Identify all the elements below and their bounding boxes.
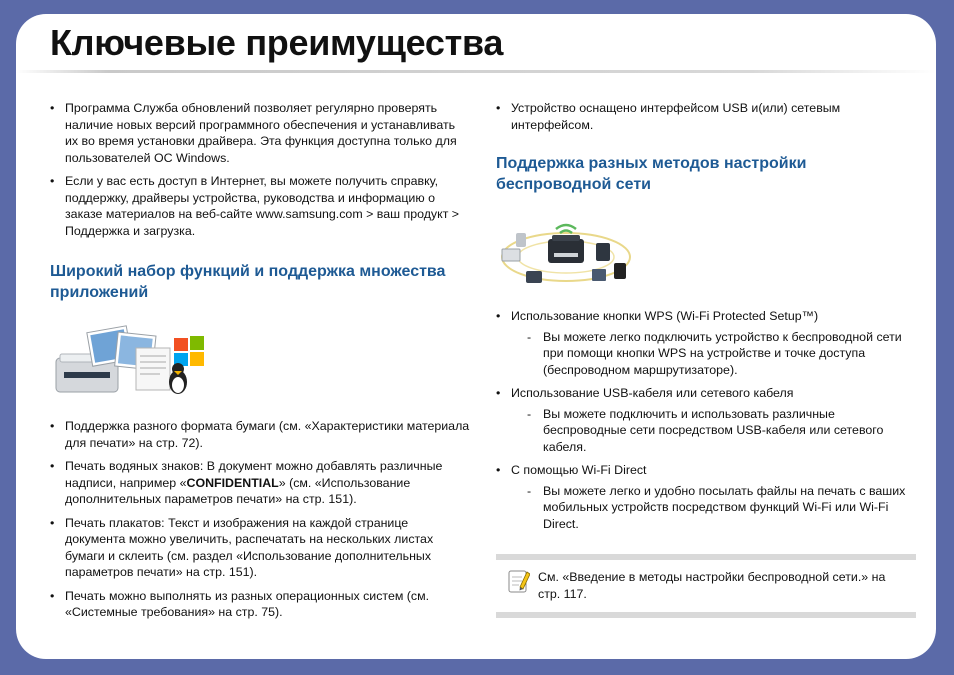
pencil-note-icon [508, 568, 530, 599]
wireless-image [496, 219, 636, 289]
list-item: • Печать плакатов: Текст и изображения на каждой странице документа можно увеличить, распечатать на нескольких листах бумаги и склеить (см. раздел «Использование дополнительных параметров печати» на стр. 151). [50, 515, 470, 581]
list-item: • Если у вас есть доступ в Интернет, вы можете получить справку, поддержку, драйверы устройства, руководства и информацию о заказе материалов на веб-сайте www.samsung.com > ваш продукт > Поддержка и загрузка. [50, 173, 470, 239]
page [16, 14, 936, 659]
note-text: См. «Введение в методы настройки беспроводной сети.» на стр. 117. [538, 570, 886, 601]
note-box [496, 554, 916, 618]
page-title: Ключевые преимущества [50, 22, 504, 63]
list-item: - Вы можете подключить и использовать различные беспроводные сети посредством USB-кабеля или сетевого кабеля. [511, 406, 916, 456]
applications-image [50, 324, 220, 399]
interface-bullet-list [496, 100, 916, 133]
section-heading-features: Широкий набор функций и поддержка множества приложений [50, 263, 446, 301]
list-item: • Поддержка разного формата бумаги (см. «Характеристики материала для печати» на стр. 72). [50, 418, 470, 451]
features-bullet-list [50, 418, 470, 621]
wireless-methods-list [496, 308, 916, 532]
left-column [50, 100, 470, 628]
method-details [511, 329, 916, 379]
list-item: • Устройство оснащено интерфейсом USB и(или) сетевым интерфейсом. [496, 100, 916, 133]
applications-illustration [50, 324, 220, 399]
list-item [496, 385, 916, 455]
method-label: Использование кнопки WPS (Wi-Fi Protected Setup™) [511, 309, 819, 323]
list-item: • Программа Служба обновлений позволяет регулярно проверять наличие новых версий программного обеспечения и устанавливать их во время установки драйвера. Эта функция доступна только для пользователей ОС Windows. [50, 100, 470, 166]
watermark-text-before: Печать водяных знаков: В документ можно добавлять различные надписи, например « [65, 459, 443, 490]
list-item [496, 308, 916, 378]
list-item: • Печать можно выполнять из разных операционных систем (см. «Системные требования» на стр. 75). [50, 588, 470, 621]
list-item [50, 458, 470, 508]
method-label: Использование USB-кабеля или сетевого кабеля [511, 386, 794, 400]
method-details [511, 406, 916, 456]
title-divider [16, 70, 936, 73]
list-item [496, 462, 916, 532]
right-column [496, 100, 916, 618]
watermark-example: CONFIDENTIAL [186, 475, 279, 490]
section-heading-wireless: Поддержка разных методов настройки беспроводной сети [496, 155, 807, 193]
method-details [511, 483, 916, 533]
intro-bullet-list [50, 100, 470, 239]
list-item: - Вы можете легко подключить устройство к беспроводной сети при помощи кнопки WPS на устройстве и точке доступа (беспроводном маршрутизаторе). [511, 329, 916, 379]
method-label: С помощью Wi-Fi Direct [511, 463, 647, 477]
list-item: - Вы можете легко и удобно посылать файлы на печать с ваших мобильных устройств посредством функций Wi-Fi или Wi-Fi Direct. [511, 483, 916, 533]
wireless-illustration [496, 219, 636, 289]
watermark-text-after: » (см. «Использование дополнительных параметров печати» на стр. 151). [65, 475, 411, 506]
